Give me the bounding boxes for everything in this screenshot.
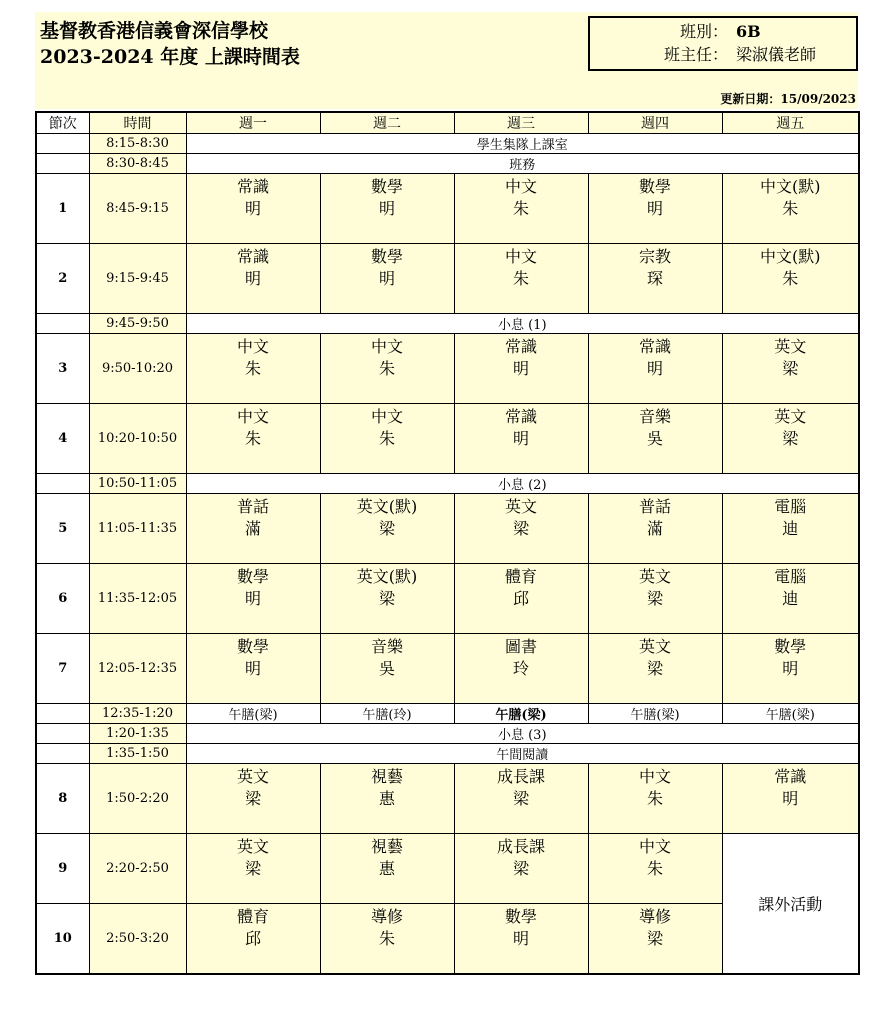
subject-label: 常識 [504, 337, 537, 356]
time-cell: 1:35-1:50 [89, 744, 186, 764]
lesson-cell [454, 834, 588, 904]
teacher-label: 明 [646, 199, 663, 218]
lunch-cell: 午膳(玲) [320, 704, 454, 724]
subject-label: 數學 [370, 247, 403, 266]
lesson-cell [454, 634, 588, 704]
subject-label: 英文 [774, 337, 807, 356]
lesson-cell [588, 174, 722, 244]
time-cell: 9:15-9:45 [89, 244, 186, 314]
lesson-cell [722, 764, 859, 834]
subject-label: 中文(默) [760, 177, 821, 196]
table-row [36, 634, 859, 704]
period-cell [36, 134, 89, 154]
subject-label: 數學 [236, 637, 269, 656]
time-cell: 9:45-9:50 [89, 314, 186, 334]
teacher-label: 梁 [646, 589, 663, 608]
table-row [36, 174, 859, 244]
lesson-cell [722, 564, 859, 634]
lunch-cell: 午膳(梁) [186, 704, 320, 724]
lesson-cell [588, 334, 722, 404]
period-cell: 10 [36, 904, 89, 975]
subject-label: 中文 [236, 407, 269, 426]
period-cell: 2 [36, 244, 89, 314]
class-info-box [588, 16, 858, 71]
lesson-cell [186, 404, 320, 474]
subject-label: 常識 [236, 177, 269, 196]
teacher-label: 朱 [512, 199, 529, 218]
activity-span-cell: 學生集隊上課室 [186, 134, 859, 154]
teacher-label: 梁 [244, 859, 261, 878]
teacher-label: 班主任： [663, 45, 728, 64]
table-row [36, 404, 859, 474]
teacher-label: 明 [782, 789, 799, 808]
teacher-label: 梁 [512, 859, 529, 878]
lesson-cell [320, 564, 454, 634]
lesson-cell [186, 834, 320, 904]
teacher-label: 梁 [512, 789, 529, 808]
period-cell: 5 [36, 494, 89, 564]
period-cell [36, 474, 89, 494]
lesson-cell [320, 634, 454, 704]
subject-label: 視藝 [370, 767, 403, 786]
subject-label: 常識 [236, 247, 269, 266]
teacher-label: 梁 [378, 589, 395, 608]
activity-span-cell: 小息 (3) [186, 724, 859, 744]
teacher-label: 梁 [646, 929, 663, 948]
period-cell: 3 [36, 334, 89, 404]
time-cell: 2:50-3:20 [89, 904, 186, 975]
lunch-cell: 午膳(梁) [588, 704, 722, 724]
teacher-label: 梁 [782, 429, 799, 448]
subject-label: 成長課 [496, 837, 545, 856]
subject-label: 中文 [638, 767, 671, 786]
table-row [36, 244, 859, 314]
table-row [36, 134, 859, 154]
lesson-cell [454, 334, 588, 404]
teacher-label: 吳 [646, 429, 663, 448]
subject-label: 圖書 [504, 637, 537, 656]
subject-label: 中文 [504, 247, 537, 266]
lesson-cell [186, 494, 320, 564]
subject-label: 中文(默) [760, 247, 821, 266]
teacher-label: 玲 [512, 659, 529, 678]
time-cell: 1:20-1:35 [89, 724, 186, 744]
lesson-cell [186, 634, 320, 704]
table-row [36, 724, 859, 744]
teacher-value: 梁淑儀老師 [736, 45, 817, 64]
lesson-cell [320, 834, 454, 904]
subject-label: 普話 [236, 497, 269, 516]
subject-label: 常識 [638, 337, 671, 356]
lesson-cell [320, 494, 454, 564]
time-cell: 11:05-11:35 [89, 494, 186, 564]
teacher-label: 梁 [512, 519, 529, 538]
period-cell: 4 [36, 404, 89, 474]
lesson-cell [186, 904, 320, 975]
subject-label: 音樂 [370, 637, 403, 656]
teacher-label: 明 [244, 199, 261, 218]
teacher-label: 梁 [244, 789, 261, 808]
subject-label: 電腦 [774, 567, 807, 586]
teacher-label: 梁 [782, 359, 799, 378]
table-row [36, 494, 859, 564]
period-cell [36, 314, 89, 334]
lesson-cell [722, 494, 859, 564]
lesson-cell [722, 404, 859, 474]
subject-label: 導修 [370, 907, 403, 926]
period-cell [36, 744, 89, 764]
period-cell: 7 [36, 634, 89, 704]
header-row [36, 112, 859, 134]
subject-label: 導修 [638, 907, 671, 926]
subject-label: 常識 [504, 407, 537, 426]
col-header-mon: 週一 [186, 112, 320, 134]
teacher-label: 朱 [782, 269, 799, 288]
subject-label: 數學 [370, 177, 403, 196]
period-cell [36, 724, 89, 744]
activity-span-cell: 小息 (2) [186, 474, 859, 494]
timetable-title: 2023-2024 年度 上課時間表 [40, 46, 300, 68]
subject-label: 英文 [236, 837, 269, 856]
lesson-cell [588, 244, 722, 314]
time-cell: 2:20-2:50 [89, 834, 186, 904]
col-header-time: 時間 [89, 112, 186, 134]
lesson-cell [454, 244, 588, 314]
subject-label: 英文 [638, 637, 671, 656]
subject-label: 中文 [504, 177, 537, 196]
time-cell: 10:50-11:05 [89, 474, 186, 494]
teacher-label: 梁 [378, 519, 395, 538]
lesson-cell [722, 334, 859, 404]
lesson-cell [320, 764, 454, 834]
subject-label: 成長課 [496, 767, 545, 786]
time-cell: 1:50-2:20 [89, 764, 186, 834]
lesson-cell [320, 244, 454, 314]
teacher-label: 朱 [378, 359, 395, 378]
teacher-label: 朱 [512, 269, 529, 288]
teacher-label: 朱 [244, 429, 261, 448]
teacher-label: 明 [646, 359, 663, 378]
subject-label: 音樂 [638, 407, 671, 426]
period-cell [36, 704, 89, 724]
period-cell: 1 [36, 174, 89, 244]
teacher-label: 惠 [378, 789, 395, 808]
time-cell: 9:50-10:20 [89, 334, 186, 404]
lesson-cell [588, 764, 722, 834]
lesson-cell [588, 634, 722, 704]
time-cell: 8:15-8:30 [89, 134, 186, 154]
lesson-cell [454, 174, 588, 244]
lesson-cell [454, 904, 588, 975]
lesson-cell [722, 244, 859, 314]
lesson-cell [454, 764, 588, 834]
subject-label: 英文 [638, 567, 671, 586]
subject-label: 數學 [638, 177, 671, 196]
school-name: 基督教香港信義會深信學校 [40, 20, 269, 42]
teacher-label: 明 [782, 659, 799, 678]
lesson-cell [186, 764, 320, 834]
subject-label: 電腦 [774, 497, 807, 516]
activity-span-cell: 班務 [186, 154, 859, 174]
table-row [36, 314, 859, 334]
teacher-label: 朱 [378, 929, 395, 948]
subject-label: 視藝 [370, 837, 403, 856]
teacher-label: 邱 [244, 929, 261, 948]
col-header-tue: 週二 [320, 112, 454, 134]
table-row [36, 704, 859, 724]
subject-label: 中文 [236, 337, 269, 356]
teacher-label: 邱 [512, 589, 529, 608]
lesson-cell [588, 564, 722, 634]
subject-label: 數學 [774, 637, 807, 656]
time-cell: 12:35-1:20 [89, 704, 186, 724]
lesson-cell [454, 404, 588, 474]
subject-label: 英文(默) [356, 567, 418, 586]
lesson-cell [320, 904, 454, 975]
lesson-cell [454, 564, 588, 634]
lesson-cell [186, 334, 320, 404]
subject-label: 數學 [504, 907, 537, 926]
updated-date: 更新日期：15/09/2023 [720, 92, 856, 106]
lesson-cell [186, 174, 320, 244]
period-cell: 8 [36, 764, 89, 834]
time-cell: 10:20-10:50 [89, 404, 186, 474]
class-value: 6B [736, 22, 761, 41]
lesson-cell [320, 174, 454, 244]
subject-label: 體育 [236, 907, 269, 926]
lesson-cell [588, 834, 722, 904]
lesson-cell [320, 334, 454, 404]
teacher-label: 明 [512, 429, 529, 448]
lesson-cell [186, 244, 320, 314]
subject-label: 普話 [638, 497, 671, 516]
subject-label: 英文 [236, 767, 269, 786]
period-cell: 6 [36, 564, 89, 634]
subject-label: 中文 [370, 407, 403, 426]
teacher-label: 迪 [782, 589, 799, 608]
teacher-label: 明 [244, 589, 261, 608]
col-header-fri: 週五 [722, 112, 859, 134]
subject-label: 中文 [638, 837, 671, 856]
lunch-cell: 午膳(梁) [454, 704, 588, 724]
table-row [36, 474, 859, 494]
time-cell: 11:35-12:05 [89, 564, 186, 634]
timetable [35, 111, 860, 975]
teacher-label: 明 [378, 199, 395, 218]
lesson-cell [722, 634, 859, 704]
class-label: 班別： [679, 22, 728, 41]
activity-span-cell: 小息 (1) [186, 314, 859, 334]
teacher-label: 明 [244, 659, 261, 678]
teacher-label: 梁 [646, 659, 663, 678]
teacher-label: 明 [512, 929, 529, 948]
subject-label: 常識 [774, 767, 807, 786]
lesson-cell [454, 494, 588, 564]
lesson-cell [722, 174, 859, 244]
teacher-label: 吳 [378, 659, 395, 678]
col-header-wed: 週三 [454, 112, 588, 134]
subject-label: 英文 [774, 407, 807, 426]
period-cell: 9 [36, 834, 89, 904]
subject-label: 宗教 [638, 247, 671, 266]
subject-label: 英文 [504, 497, 537, 516]
time-cell: 12:05-12:35 [89, 634, 186, 704]
subject-label: 體育 [504, 567, 537, 586]
teacher-label: 滿 [244, 519, 261, 538]
subject-label: 數學 [236, 567, 269, 586]
col-header-thu: 週四 [588, 112, 722, 134]
col-header-period: 節次 [36, 112, 89, 134]
teacher-label: 朱 [646, 859, 663, 878]
lesson-cell [588, 494, 722, 564]
lesson-cell [320, 404, 454, 474]
teacher-label: 朱 [782, 199, 799, 218]
table-row [36, 744, 859, 764]
table-row [36, 834, 859, 904]
table-row [36, 764, 859, 834]
teacher-label: 滿 [646, 519, 663, 538]
table-row [36, 564, 859, 634]
time-cell: 8:45-9:15 [89, 174, 186, 244]
lesson-cell [186, 564, 320, 634]
teacher-label: 朱 [646, 789, 663, 808]
activity-span-cell: 午間閱讀 [186, 744, 859, 764]
teacher-label: 明 [512, 359, 529, 378]
teacher-label: 明 [244, 269, 261, 288]
teacher-label: 朱 [244, 359, 261, 378]
lunch-cell: 午膳(梁) [722, 704, 859, 724]
period-cell [36, 154, 89, 174]
lesson-cell [588, 904, 722, 975]
subject-label: 英文(默) [356, 497, 418, 516]
teacher-label: 惠 [378, 859, 395, 878]
teacher-label: 明 [378, 269, 395, 288]
teacher-label: 迪 [782, 519, 799, 538]
table-row [36, 334, 859, 404]
table-row [36, 154, 859, 174]
subject-label: 中文 [370, 337, 403, 356]
teacher-label: 琛 [646, 269, 663, 288]
lesson-cell [588, 404, 722, 474]
extracurricular-cell: 課外活動 [722, 834, 859, 975]
teacher-label: 朱 [378, 429, 395, 448]
time-cell: 8:30-8:45 [89, 154, 186, 174]
